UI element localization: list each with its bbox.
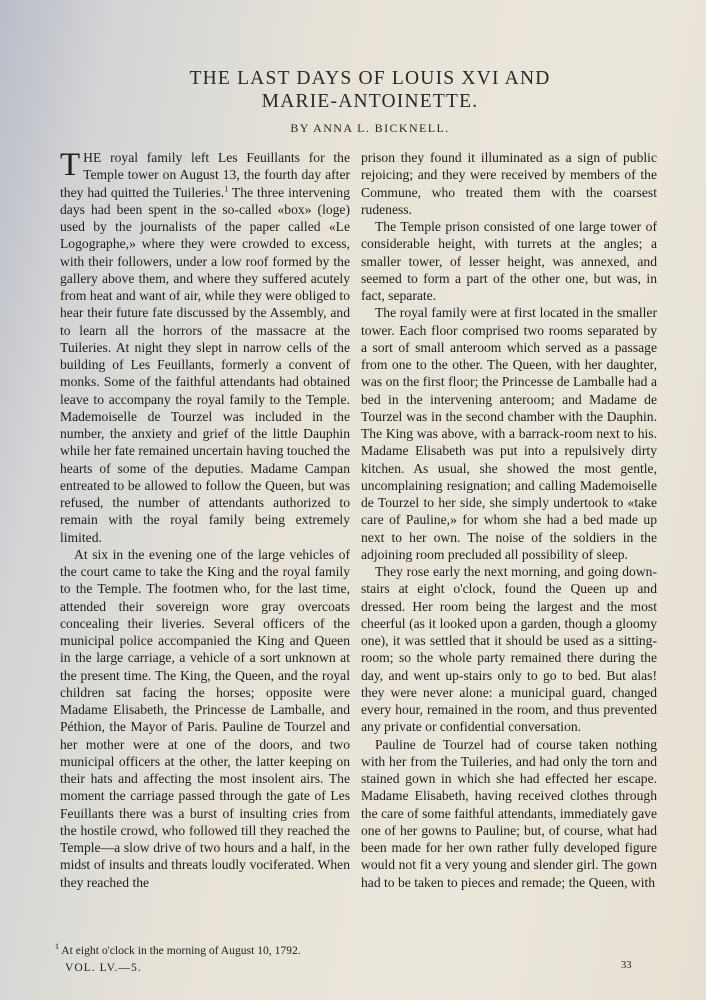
paragraph: They rose early the next morning, and going down-stairs at eight o'clock, found the Queen up and dressed. Her room being the largest and the most cheerful (as it looked upon a garden, though a gloomy one), it was settled that it should be used as a sitting-room; so the whole party remained there during the day, and went up-stairs only to go to bed. But alas! they were never alone: a municipal guard, changed every hour, remained in the room, and thus prevented any private or confidential conversation. xyxy=(361,564,657,735)
paragraph-text: HE royal family left Les Feuillants for the Temple tower on August 13, the fourth day after they had quitted the Tuileries. xyxy=(60,150,350,200)
paragraph-text: The three intervening days had been spent in the so-called «box» (loge) used by the journalists of the paper called «Le Logographe,» where they were crowded to excess, with their followers, under a low roof formed by the gallery above them, and where they suffered acutely from heat and want of air, while they were obliged to hear their future fate discussed by the Assembly, and to learn all the horrors of the massacre at the Tuileries. At night they slept in narrow cells of the building of Les Feuillants, formerly a convent of monks. Some of the faithful attendants had obtained leave to accompany the royal family to the Temple. Mademoiselle de Tourzel was included in the number, the anxiety and grief of the little Dauphin while her fate remained uncertain having touched the hearts of some of the deputies. Madame Campan entreated to be allowed to follow the Queen, but was refused, the number of attendants authorized to remain with the royal family being extremely limited. xyxy=(60,184,350,545)
footnote xyxy=(55,943,355,958)
paragraph: The Temple prison consisted of one large tower of considerable height, with turrets at the angles; a smaller tower, of lesser height, was annexed, and seemed to form a part of the other one, but was, in fact, separate. xyxy=(361,219,657,303)
paragraph xyxy=(60,149,350,546)
volume-label: VOL. LV.—5. xyxy=(65,961,142,974)
author-byline: BY ANNA L. BICKNELL. xyxy=(290,121,450,135)
paragraph: The royal family were at first located in the smaller tower. Each floor comprised two rooms separated by a sort of small anteroom which served as a passage from one to the other. The Queen, with her daughter, was on the first floor; the Princesse de Lamballe had a bed in the intervening anteroom; and Madame de Tourzel was in the second chamber with the Dauphin. The King was above, with a barrack-room next to his. Madame Elisabeth was put into a repulsively dirty kitchen. As usual, she showed the most gentle, uncomplaining resignation; and calling Mademoiselle de Tourzel to her side, she simply undertook to «take care of Pauline,» for whom she had a bed made up next to her own. The noise of the soldiers in the adjoining room precluded all possibility of sleep. xyxy=(361,305,657,562)
article-title-line-2: MARIE-ANTOINETTE. xyxy=(261,91,479,112)
right-text-column xyxy=(361,149,657,891)
paragraph: At six in the evening one of the large vehicles of the court came to take the King and the royal family to the Temple. The footmen who, for the last time, attended their sovereign wore gray overcoats concealing their liveries. Several officers of the municipal police accompanied the King and Queen in the large carriage, a vehicle of a sort unknown at the present time. The King, the Queen, and the royal children sat facing the horses; opposite were Madame Elisabeth, the Princesse de Lamballe, and Péthion, the Mayor of Paris. Pauline de Tourzel and her mother were at one of the doors, and two municipal officers at the other, the latter keeping on their hats and affecting the most insolent airs. The moment the carriage passed through the gate of Les Feuillants there was a burst of insulting cries from the hostile crowd, who followed till they reached the Temple—a slow drive of two hours and a half, in the midst of insults and threats loudly vociferated. When they reached the xyxy=(60,546,350,890)
left-text-column xyxy=(60,149,350,891)
article-title-line-1: THE LAST DAYS OF LOUIS XVI AND xyxy=(189,68,551,89)
drop-cap: T xyxy=(60,147,81,183)
paragraph: Pauline de Tourzel had of course taken nothing with her from the Tuileries, and had only the torn and stained gown in which she had effected her escape. Madame Elisabeth, having received clothes through the care of some faithful attendants, immediately gave one of her gowns to Pauline; but, of course, what had been made for her own rather fully developed figure would not fit a very young and slender girl. The gown had to be taken to pieces and remade; the Queen, with xyxy=(361,736,657,890)
footnote-mark: 1 xyxy=(55,942,59,952)
paragraph: prison they found it illuminated as a sign of public rejoicing; and they were received by members of the Commune, who treated them with the coarsest rudeness. xyxy=(361,150,657,217)
page-number: 33 xyxy=(621,960,632,971)
footnote-text: At eight o'clock in the morning of August 10, 1792. xyxy=(59,944,301,957)
footnote-reference: 1 xyxy=(224,183,229,193)
